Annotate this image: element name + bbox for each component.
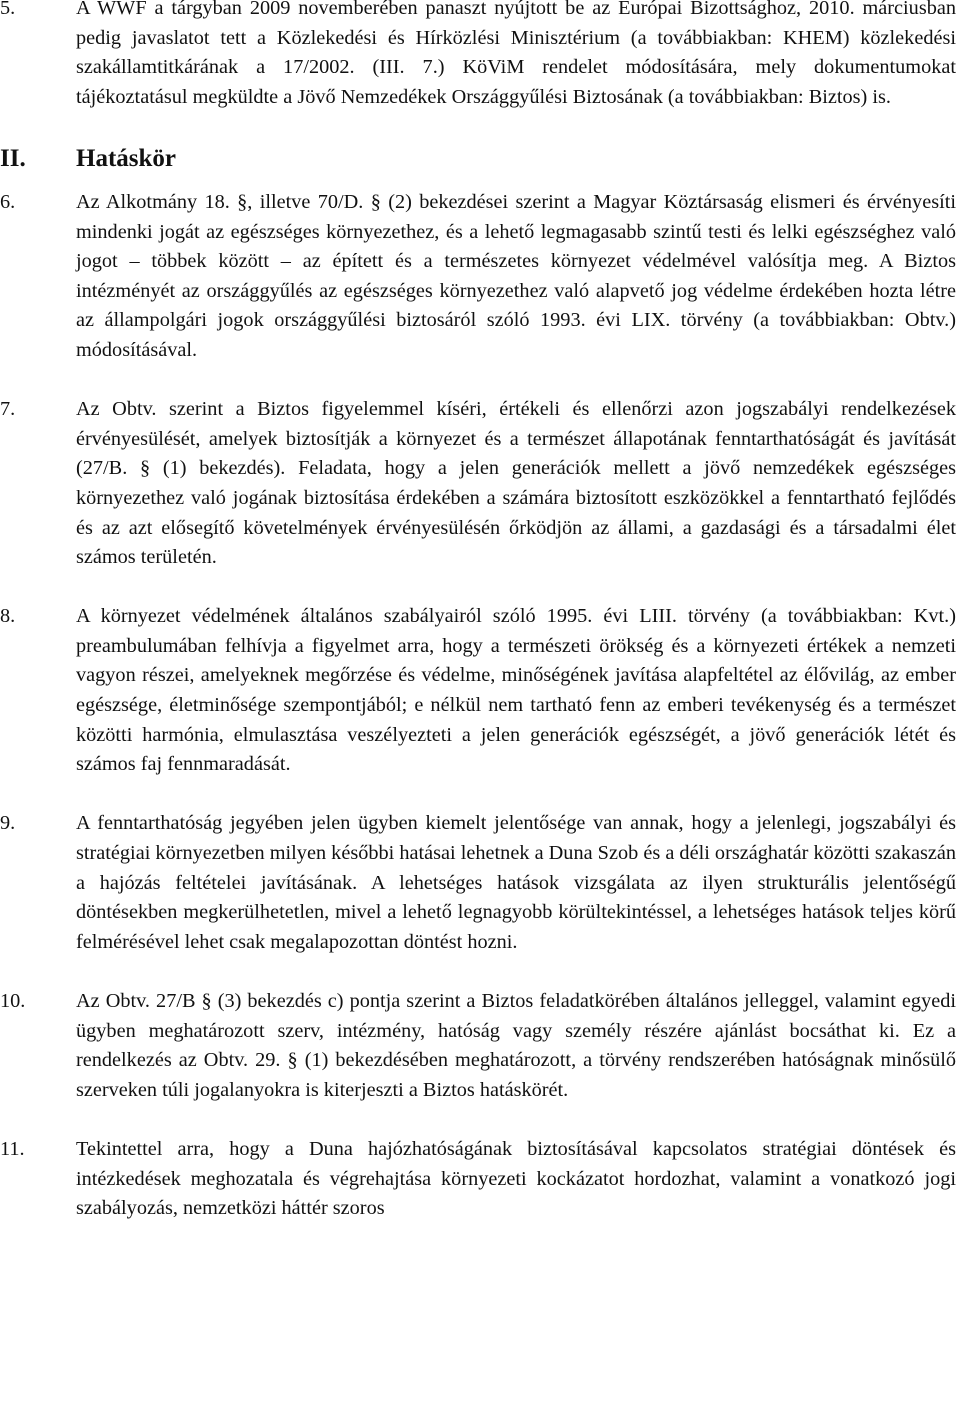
section-number: II. bbox=[0, 144, 26, 172]
paragraph-6 bbox=[0, 188, 956, 366]
paragraph-number: 10. bbox=[0, 990, 26, 1012]
paragraph-number: 6. bbox=[0, 190, 16, 213]
paragraph-number: 9. bbox=[0, 812, 16, 835]
section-title: Hatáskör bbox=[76, 144, 176, 172]
paragraph-number: 7. bbox=[0, 398, 16, 421]
paragraph-9 bbox=[0, 809, 956, 957]
paragraph-7 bbox=[0, 395, 956, 573]
paragraph-text: Tekintettel arra, hogy a Duna hajózhatóságának biztosításával kapcsolatos stratégiai döntések és intézkedések meghozatala és végrehajtása környezeti kockázatot hordozhat, valamint a vonatkozó jogi szabályozás, nemzetközi háttér szoros bbox=[76, 1137, 956, 1220]
paragraph-text: Az Alkotmány 18. §, illetve 70/D. § (2) bekezdései szerint a Magyar Köztársaság elismeri és érvényesíti mindenki jogát az egészséges környezethez, és a lehető legmagasabb szintű testi és lelki egészséghez való jogot – többek között – az épített és a természetes környezet védelmével valósítja meg. A Biztos intézményét az országgyűlés az egészséges környezethez való alapvető jog védelme érdekében hozta létre az állampolgári jogok országgyűlési biztosáról szóló 1993. évi LIX. törvény (a továbbiakban: Obtv.) módosításával. bbox=[76, 190, 956, 361]
paragraph-text: A WWF a tárgyban 2009 novemberében panaszt nyújtott be az Európai Bizottsághoz, 2010. márciusban pedig javaslatot tett a Közlekedési és Hírközlési Minisztérium (a továbbiakban: KHEM) közlekedési szakállamtitkárának a 17/2002. (III. 7.) KöViM rendelet módosítására, mely dokumentumokat tájékoztatásul megküldte a Jövő Nemzedékek Országgyűlési Biztosának (a továbbiakban: Biztos) is. bbox=[76, 0, 956, 108]
paragraph-text: Az Obtv. szerint a Biztos figyelemmel kíséri, értékeli és ellenőrzi azon jogszabályi rendelkezések érvényesülését, amelyek biztosítják a környezet és a természet állapotának fenntarthatóságát és javítását (27/B. § (1) bekezdés). Feladata, hogy a jelen generációk mellett a jövő nemzedékek egészséges környezethez való jogának biztosítása érdekében a számára biztosított eszközökkel a fenntartható fejlődés és az azt elősegítő követelmények érvényesülésén őrködjön az állami, a gazdasági és a társadalmi élet számos területén. bbox=[76, 398, 956, 569]
paragraph-5 bbox=[0, 0, 956, 112]
paragraph-text: A fenntarthatóság jegyében jelen ügyben kiemelt jelentősége van annak, hogy a jelenlegi, jogszabályi és stratégiai környezetben milyen későbbi hatásai lehetnek a Duna Szob és a déli országhatár közötti szakaszán a hajózás feltételei javításának. A lehetséges hatások vizsgálata az ilyen strukturális jelentőségű döntésekben megkerülhetetlen, mivel a lehető legnagyobb körültekintéssel, a lehetséges hatások teljes körű felmérésével lehet csak megalapozottan döntést hozni. bbox=[76, 812, 956, 953]
paragraph-number: 11. bbox=[0, 1137, 25, 1160]
paragraph-text: A környezet védelmének általános szabályairól szóló 1995. évi LIII. törvény (a továbbiakban: Kvt.) preambulumában felhívja a figyelmet arra, hogy a természeti örökség és a környezeti értékek a nemzeti vagyon részei, amelyeknek megőrzése és védelme, minőségének javítása alapfeltétel az élővilág, az ember egészsége, életminősége szempontjából; e nélkül nem tartható fenn az emberi tevékenység és a természet közötti harmónia, elmulasztása veszélyezteti a jelen generációk egészségét, a jövő generációk létét és számos faj fennmaradását. bbox=[76, 605, 956, 776]
paragraph-number: 5. bbox=[0, 0, 16, 19]
section-heading bbox=[0, 142, 956, 176]
paragraph-11 bbox=[0, 1135, 956, 1224]
paragraph-number: 8. bbox=[0, 605, 16, 628]
paragraph-8 bbox=[0, 602, 956, 780]
paragraph-text: Az Obtv. 27/B § (3) bekezdés c) pontja szerint a Biztos feladatkörében általános jelleggel, valamint egyedi ügyben meghatározott szerv, intézmény, hatóság vagy személy részére ajánlást bocsáthat ki. Ez a rendelkezés az Obtv. 29. § (1) bekezdésében meghatározott, a törvény rendszerében hatóságnak minősülő szerveken túli jogalanyokra is kiterjeszti a Biztos hatáskörét. bbox=[76, 990, 956, 1101]
paragraph-10 bbox=[0, 987, 956, 1105]
